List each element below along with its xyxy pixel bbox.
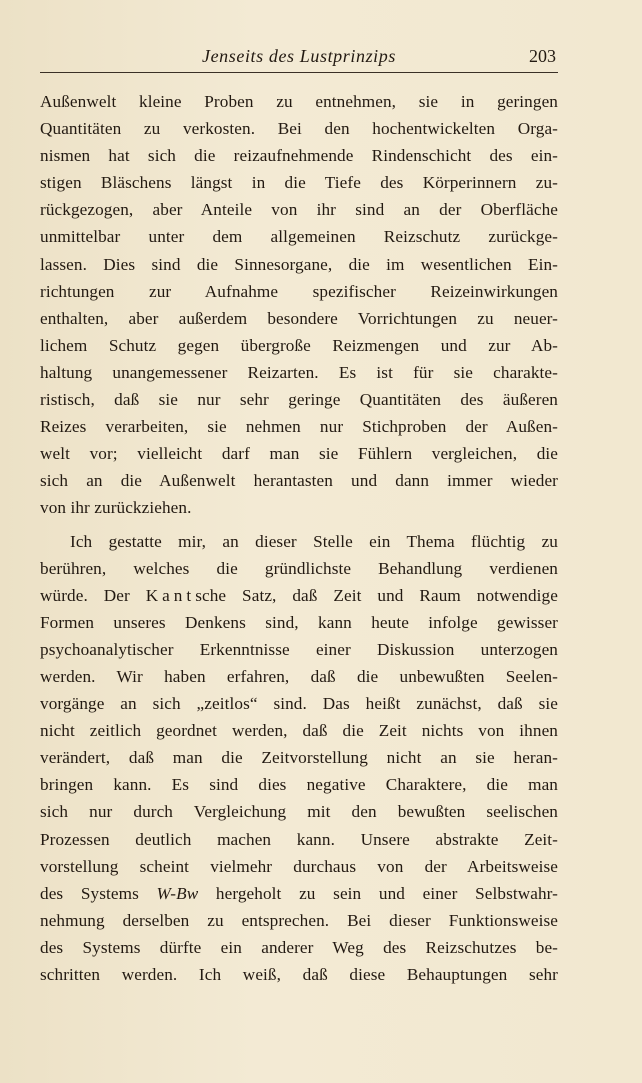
text-line: stigen Bläschens längst in die Tiefe des Körperinnern zu- bbox=[40, 173, 558, 193]
text-line: schritten werden. Ich weiß, daß diese Behauptungen sehr bbox=[40, 965, 558, 984]
text-line: rückgezogen, aber Anteile von ihr sind an der Oberfläche bbox=[40, 200, 558, 220]
text-line: nehmung derselben zu entsprechen. Bei dieser Funktionsweise bbox=[40, 910, 558, 930]
text-fragment: hergeholt zu sein und einer Selbstwahr- bbox=[198, 883, 558, 903]
text-line: Formen unseres Denkens sind, kann heute infolge gewisser bbox=[40, 612, 558, 632]
text-line: bringen kann. Es sind dies negative Charaktere, die man bbox=[40, 775, 558, 795]
text-line: Quantitäten zu verkosten. Bei den hochentwickelten Orga- bbox=[40, 119, 558, 139]
system-abbreviation: W-Bw bbox=[156, 883, 199, 903]
text-line: vorgänge an sich „zeitlos“ sind. Das heißt zunächst, daß sie bbox=[40, 694, 558, 714]
text-line bbox=[40, 880, 558, 907]
text-fragment: würde. Der bbox=[40, 585, 146, 605]
text-line: unmittelbar unter dem allgemeinen Reizschutz zurückge- bbox=[40, 227, 558, 247]
text-line: ristisch, daß sie nur sehr geringe Quantitäten des äußeren bbox=[40, 390, 558, 410]
text-line: psychoanalytischer Erkenntnisse einer Diskussion unterzogen bbox=[40, 639, 558, 659]
text-line: nicht zeitlich geordnet werden, daß die Zeit nichts von ihnen bbox=[40, 721, 558, 741]
text-line: sich nur durch Vergleichung mit den bewußten seelischen bbox=[40, 802, 558, 822]
page-number: 203 bbox=[529, 46, 556, 66]
text-line: lichem Schutz gegen übergroße Reizmengen und zur Ab- bbox=[40, 335, 558, 355]
text-line: werden. Wir haben erfahren, daß die unbewußten Seelen- bbox=[40, 666, 558, 686]
text-line: vorstellung scheint vielmehr durchaus von der Arbeitsweise bbox=[40, 856, 558, 876]
text-line: Reizes verarbeiten, sie nehmen nur Stichproben der Außen- bbox=[40, 417, 558, 437]
text-line: lassen. Dies sind die Sinnesorgane, die im wesentlichen Ein- bbox=[40, 254, 558, 274]
text-fragment: des Systems bbox=[40, 883, 157, 903]
text-line: verändert, daß man die Zeitvorstellung nicht an sie heran- bbox=[40, 748, 558, 768]
running-title: Jenseits des Lustprinzips bbox=[201, 46, 396, 66]
body-text bbox=[40, 88, 558, 988]
spaced-name-kant: Kant bbox=[145, 585, 196, 605]
text-line: welt vor; vielleicht darf man sie Fühlern vergleichen, die bbox=[40, 444, 558, 464]
text-line: enthalten, aber außerdem besondere Vorrichtungen zu neuer- bbox=[40, 308, 558, 328]
text-line: berühren, welches die gründlichste Behandlung verdienen bbox=[40, 558, 558, 578]
text-fragment: sche Satz, daß Zeit und Raum notwendige bbox=[195, 585, 558, 605]
text-line: haltung unangemessener Reizarten. Es ist für sie charakte- bbox=[40, 362, 558, 382]
text-line: Außenwelt kleine Proben zu entnehmen, sie in geringen bbox=[40, 92, 558, 111]
text-line bbox=[40, 582, 558, 609]
text-line: nismen hat sich die reizaufnehmende Rindenschicht des ein- bbox=[40, 146, 558, 166]
text-line: richtungen zur Aufnahme spezifischer Reizeinwirkungen bbox=[40, 281, 558, 301]
running-header bbox=[40, 44, 558, 73]
text-line: von ihr zurückziehen. bbox=[40, 498, 192, 518]
text-line: Prozessen deutlich machen kann. Unsere abstrakte Zeit- bbox=[40, 829, 558, 849]
text-line: sich an die Außenwelt herantasten und dann immer wieder bbox=[40, 471, 558, 491]
text-line: des Systems dürfte ein anderer Weg des Reizschutzes be- bbox=[40, 937, 558, 957]
text-line: Ich gestatte mir, an dieser Stelle ein Thema flüchtig zu bbox=[70, 531, 558, 551]
